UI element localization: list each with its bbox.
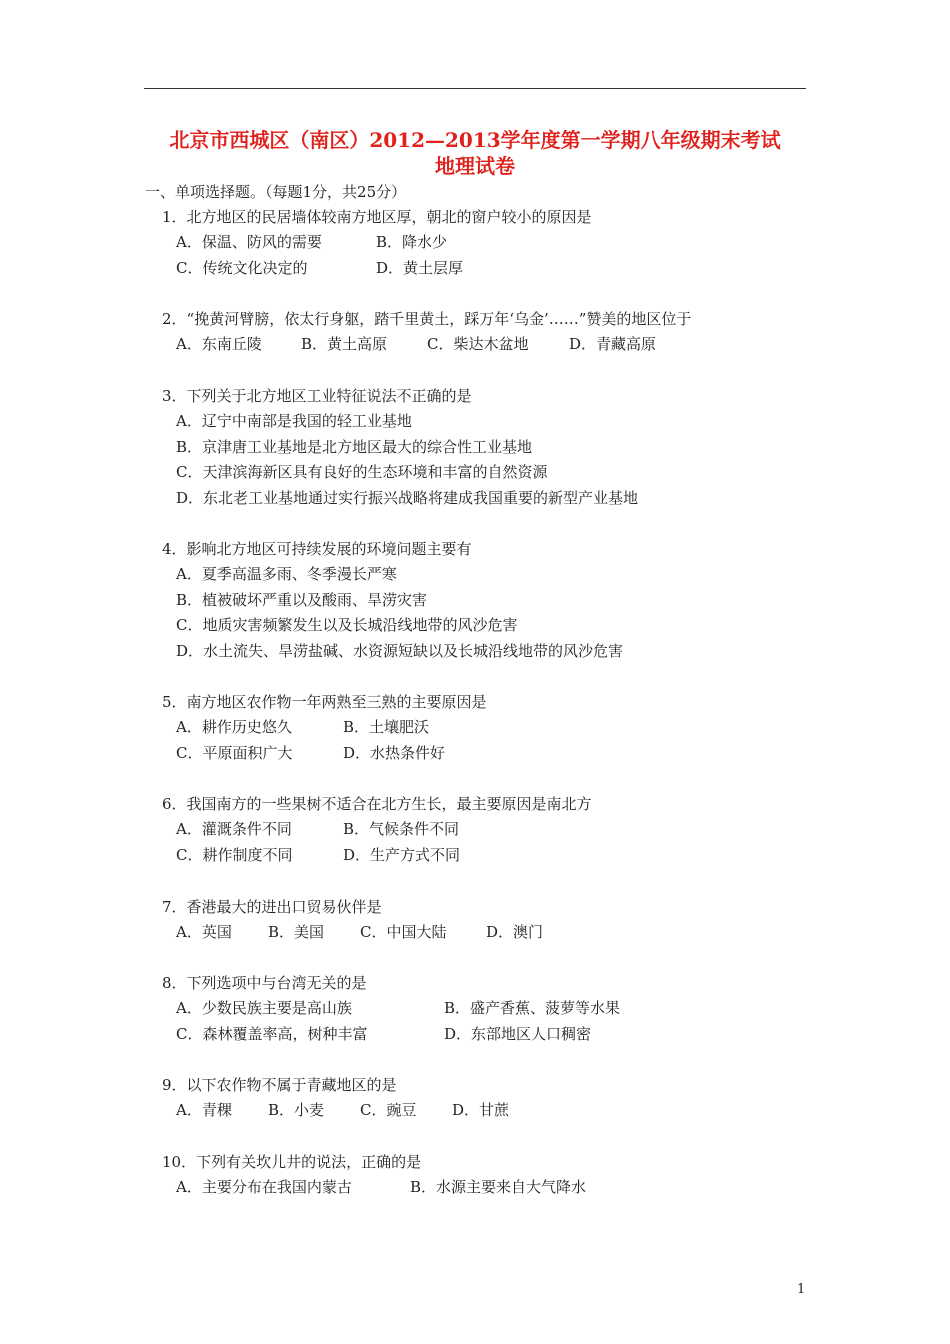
question-stem: 5．南方地区农作物一年两熟至三熟的主要原因是 (162, 693, 487, 711)
page-number: 1 (797, 1282, 806, 1297)
option-b: B．土壤肥沃 (343, 718, 430, 736)
option-d: D．水热条件好 (343, 743, 446, 762)
option-d: D．东北老工业基地通过实行振兴战略将建成我国重要的新型产业基地 (176, 488, 639, 507)
option-b: B．气候条件不同 (343, 820, 460, 838)
option-c: C．地质灾害频繁发生以及长城沿线地带的风沙危害 (176, 616, 518, 635)
question-stem: 8．下列选项中与台湾无关的是 (162, 974, 367, 992)
question-stem: 3．下列关于北方地区工业特征说法不正确的是 (162, 387, 472, 405)
option-b: B．植被破坏严重以及酸雨、旱涝灾害 (176, 590, 428, 609)
exam-title: 北京市西城区（南区）2012—2013学年度第一学期八年级期末考试 (169, 128, 781, 152)
option-c: C．天津滨海新区具有良好的生态环境和丰富的自然资源 (176, 463, 548, 482)
option-a: A．少数民族主要是高山族 (176, 999, 352, 1017)
option-c: C．耕作制度不同 (176, 845, 293, 864)
option-a: A．英国 (176, 923, 232, 941)
option-c: C．中国大陆 (360, 923, 447, 941)
option-a: A．东南丘陵 (176, 335, 262, 353)
option-b: B．降水少 (376, 233, 448, 251)
question-7 (162, 895, 822, 946)
option-a: A．灌溉条件不同 (176, 820, 292, 838)
question-stem: 6．我国南方的一些果树不适合在北方生长，最主要原因是南北方 (162, 795, 592, 813)
option-a: A．夏季高温多雨、冬季漫长严寒 (176, 565, 397, 583)
question-stem: 2．“挽黄河臂膀，依太行身躯，踏千里黄土，踩万年‘乌金’……”赞美的地区位于 (162, 310, 692, 328)
option-b: B．黄土高原 (301, 335, 388, 353)
option-a: A．主要分布在我国内蒙古 (176, 1178, 352, 1196)
option-c: C．豌豆 (360, 1101, 417, 1119)
option-d: D．东部地区人口稠密 (444, 1024, 592, 1043)
option-d: D．澳门 (486, 923, 544, 941)
option-a: A．青稞 (176, 1101, 232, 1119)
question-2 (162, 307, 822, 358)
question-9 (162, 1073, 822, 1124)
option-d: D．青藏高原 (569, 335, 657, 353)
option-a: A．耕作历史悠久 (176, 718, 292, 736)
question-6 (162, 792, 822, 868)
question-stem: 9．以下农作物不属于青藏地区的是 (162, 1076, 397, 1094)
option-c: C．柴达木盆地 (427, 335, 529, 353)
option-d: D．黄土层厚 (376, 258, 464, 277)
question-stem: 7．香港最大的进出口贸易伙伴是 (162, 898, 382, 916)
option-c: C．传统文化决定的 (176, 258, 308, 277)
question-stem: 4．影响北方地区可持续发展的环境问题主要有 (162, 540, 472, 558)
question-stem: 10．下列有关坎儿井的说法，正确的是 (162, 1153, 422, 1171)
option-a: A．辽宁中南部是我国的轻工业基地 (176, 412, 412, 430)
header-rule (144, 88, 806, 89)
question-1 (162, 205, 822, 281)
section-heading: 一、单项选择题。（每题1分，共25分） (145, 183, 407, 201)
question-5 (162, 690, 822, 766)
question-10 (162, 1150, 822, 1201)
option-b: B．水源主要来自大气降水 (410, 1178, 587, 1196)
question-8 (162, 971, 822, 1047)
option-c: C．平原面积广大 (176, 743, 293, 762)
option-b: B．盛产香蕉、菠萝等水果 (444, 999, 621, 1017)
option-d: D．生产方式不同 (343, 845, 461, 864)
option-a: A．保温、防风的需要 (176, 233, 322, 251)
option-b: B．美国 (268, 923, 325, 941)
option-d: D．水土流失、旱涝盐碱、水资源短缺以及长城沿线地带的风沙危害 (176, 641, 624, 660)
question-3 (162, 384, 822, 511)
option-b: B．小麦 (268, 1101, 325, 1119)
option-b: B．京津唐工业基地是北方地区最大的综合性工业基地 (176, 437, 533, 456)
option-d: D．甘蔗 (452, 1101, 510, 1119)
option-c: C．森林覆盖率高，树种丰富 (176, 1024, 368, 1043)
exam-subtitle: 地理试卷 (435, 154, 515, 178)
question-stem: 1．北方地区的民居墙体较南方地区厚，朝北的窗户较小的原因是 (162, 208, 592, 226)
question-4 (162, 537, 822, 664)
